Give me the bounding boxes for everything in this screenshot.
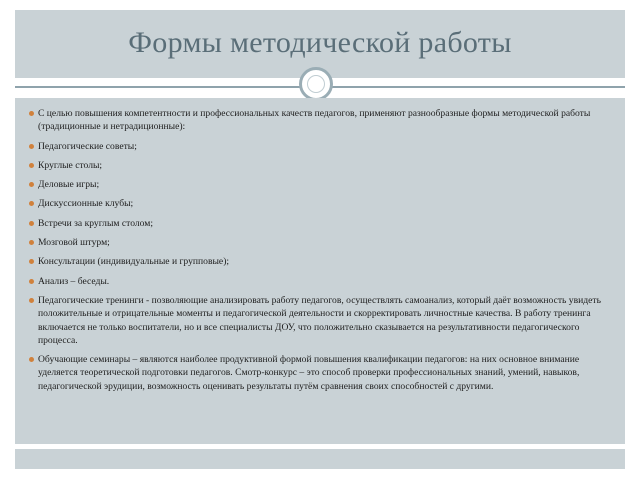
bullet-icon <box>29 201 34 206</box>
list-item-text: С целью повышения компетентности и профессиональных качеств педагогов, применяют разнообразные формы методической работы (традиционные и нетрадиционные): <box>38 108 591 133</box>
content-panel <box>15 98 625 444</box>
list-item <box>29 140 611 153</box>
footer-bar <box>15 449 625 469</box>
bullet-icon <box>29 144 34 149</box>
list-item-text: Педагогические тренинги - позволяющие анализировать работу педагогов, осуществлять самоанализ, который даёт возможность увидеть положительные и отрицательные моменты и педагогической деятельности и скорректировать личностные качества. В работу тренинга включается не только воспитатели, но и все специалисты ДОУ, что положительно сказывается на результативности педагогического процесса. <box>38 294 601 346</box>
list-item-text: Анализ – беседы. <box>38 275 110 287</box>
list-item-text: Встречи за круглым столом; <box>38 217 153 229</box>
bullet-icon <box>29 279 34 284</box>
list-item-text: Круглые столы; <box>38 159 103 171</box>
bullet-icon <box>29 111 34 116</box>
bullet-icon <box>29 182 34 187</box>
list-item <box>29 236 611 249</box>
list-item <box>29 197 611 210</box>
bullet-icon <box>29 259 34 264</box>
list-item-text: Деловые игры; <box>38 179 100 191</box>
bullet-icon <box>29 163 34 168</box>
bullet-icon <box>29 357 34 362</box>
bullet-icon <box>29 240 34 245</box>
list-item-text: Мозговой штурм; <box>38 237 110 249</box>
list-item <box>29 178 611 191</box>
list-item-text: Консультации (индивидуальные и групповые); <box>38 256 230 268</box>
circle-ornament-inner <box>307 75 325 93</box>
circle-ornament-icon <box>299 67 333 101</box>
list-item-text: Дискуссионные клубы; <box>38 198 134 210</box>
list-item <box>29 353 611 393</box>
bullet-icon <box>29 298 34 303</box>
bullet-list <box>29 107 611 399</box>
list-item <box>29 107 611 134</box>
slide-title: Формы методической работы <box>128 26 512 59</box>
bullet-icon <box>29 221 34 226</box>
list-item <box>29 255 611 268</box>
list-item <box>29 159 611 172</box>
list-item-text: Обучающие семинары – являются наиболее продуктивной формой повышения квалификации педагогов: на них основное внимание уделяется теоретической подготовки педагогов. Смотр-конкурс – это способ проверки профессиональных знаний, умений, навыков, педагогической эрудиции, возможность оценивать результаты путём сравнения своих способностей с другими. <box>38 354 580 392</box>
list-item <box>29 294 611 347</box>
list-item <box>29 217 611 230</box>
list-item-text: Педагогические советы; <box>38 140 137 152</box>
list-item <box>29 275 611 288</box>
